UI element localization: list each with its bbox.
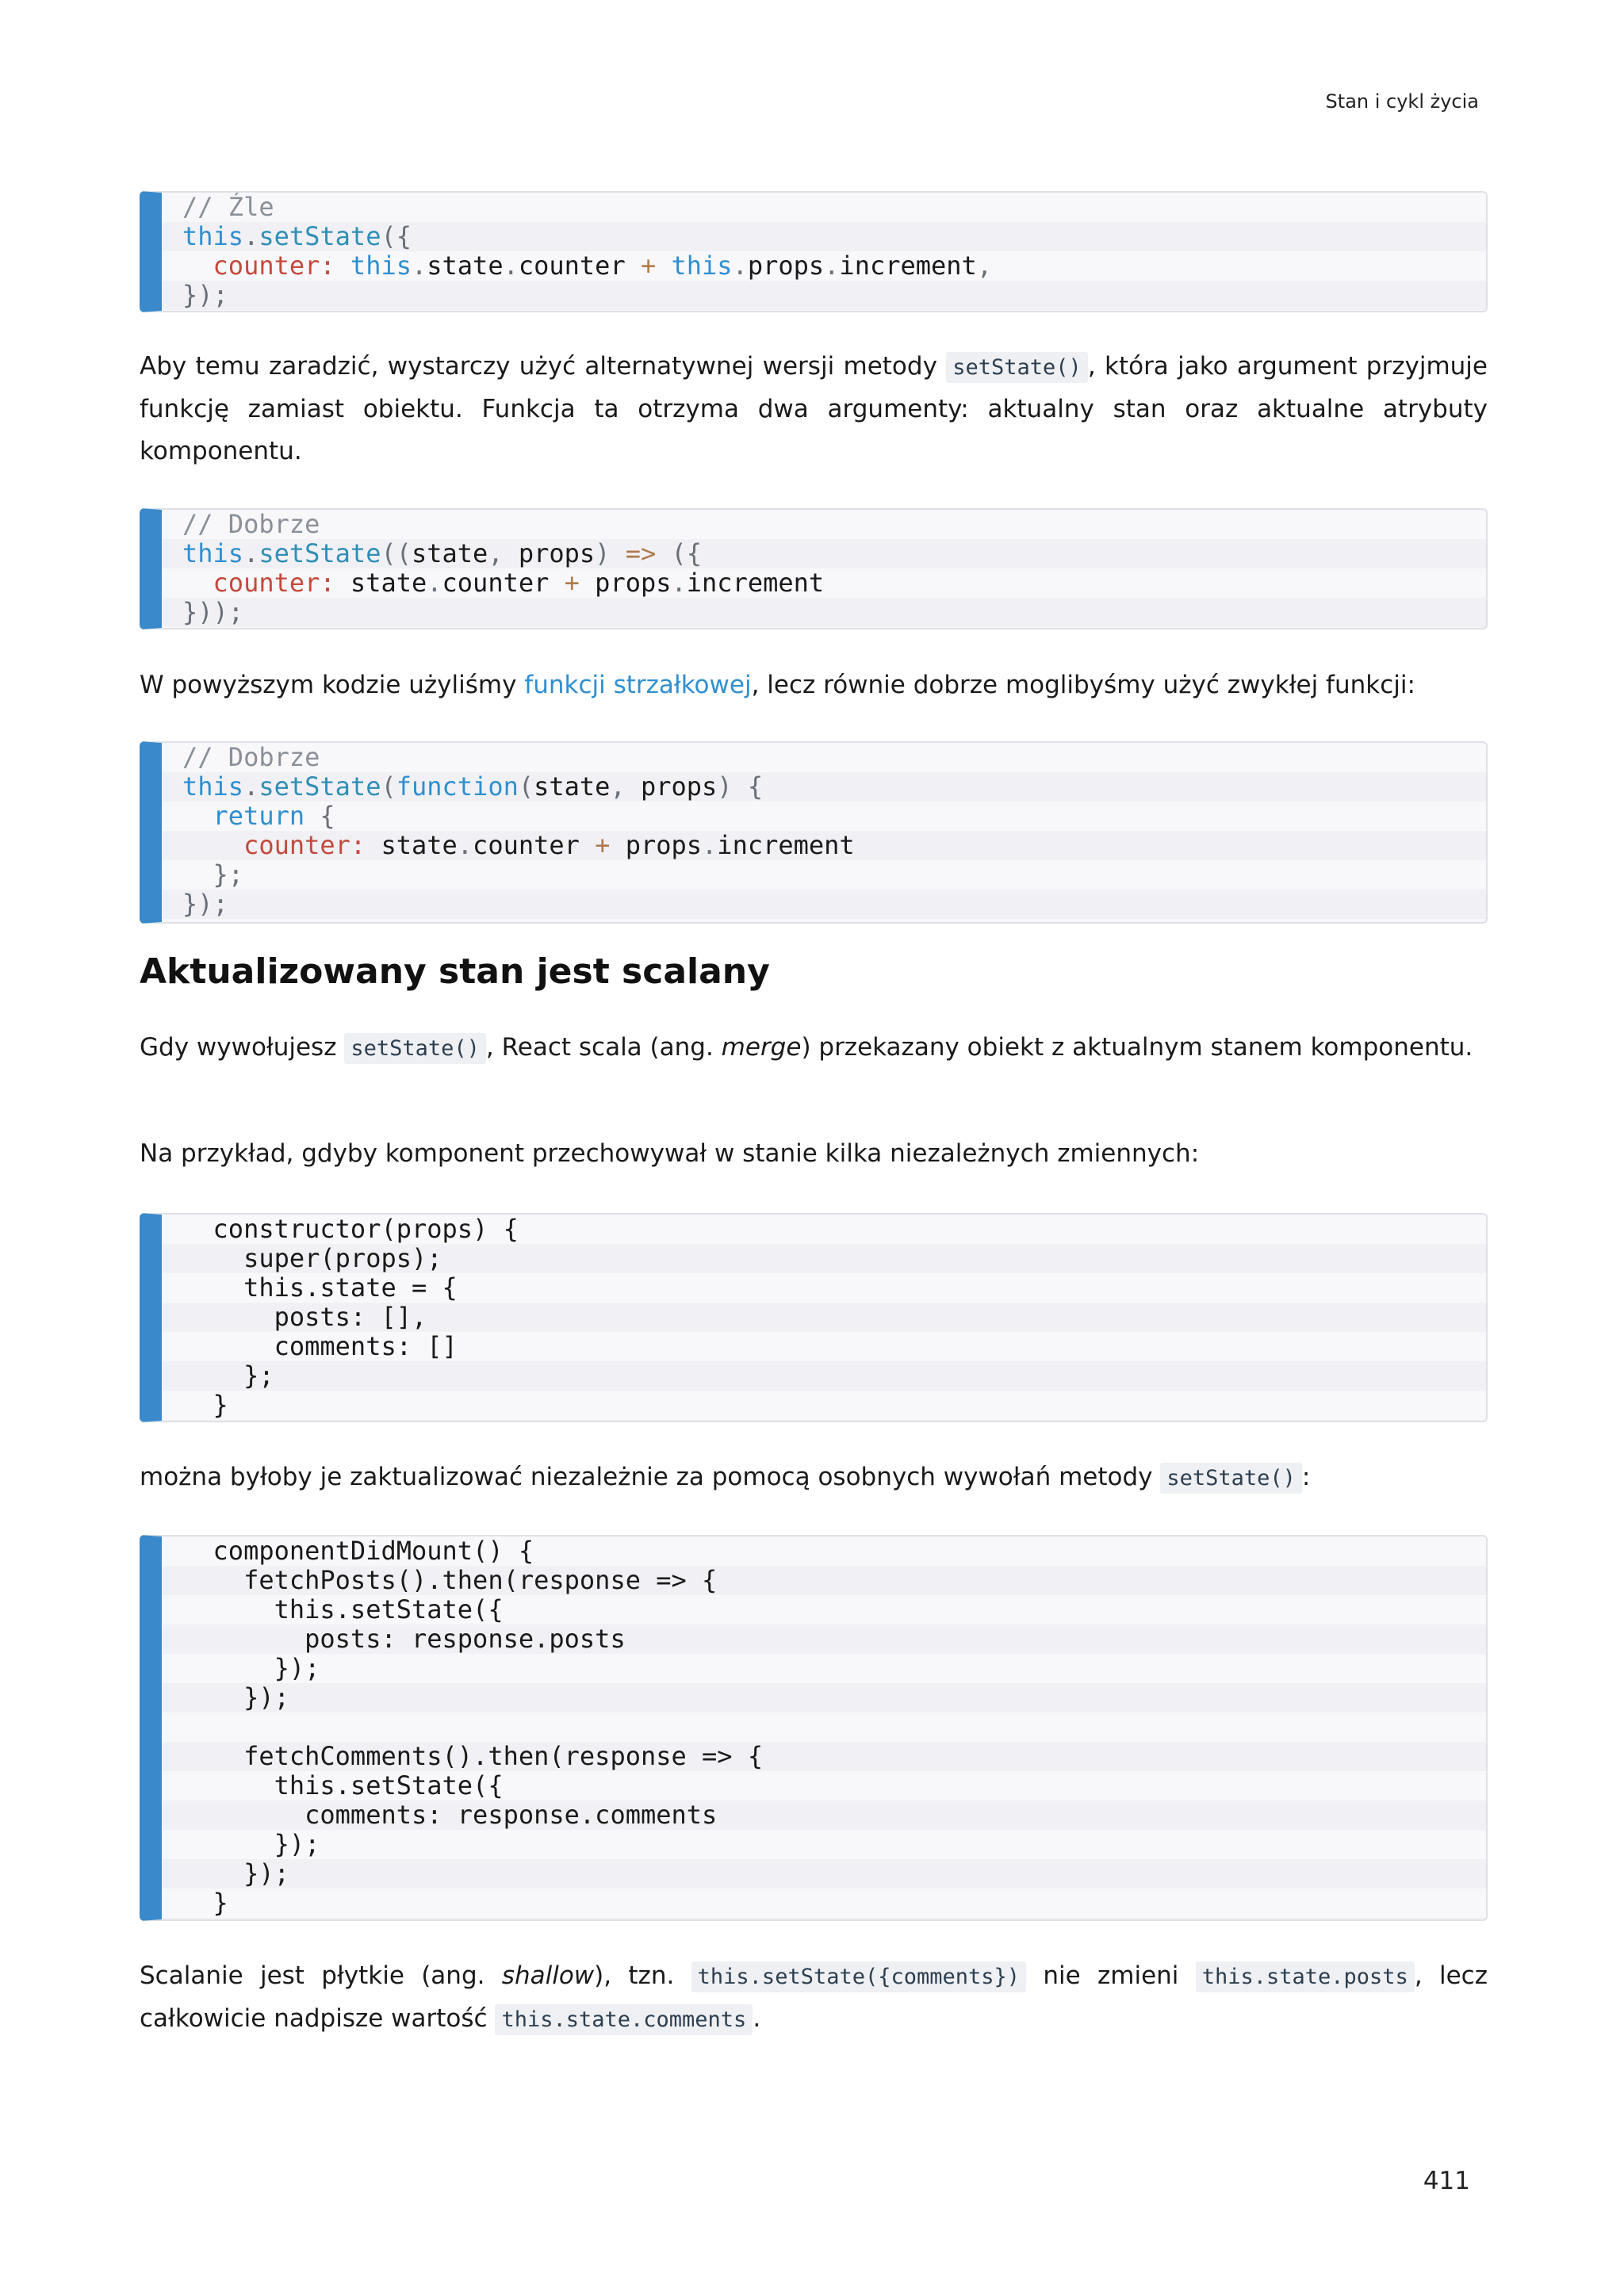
code-line: counter: this.state.counter + this.props.increment,	[213, 251, 993, 281]
code-block-constructor	[140, 1213, 1488, 1422]
code-block-good-arrow	[140, 508, 1488, 629]
code-line: });	[182, 1682, 289, 1712]
code-line: // Dobrze	[182, 509, 320, 539]
code-line: this.setState((state, props) => ({	[182, 538, 703, 568]
text: można byłoby je zaktualizować niezależnie za pomocą osobnych wywołań metody	[140, 1463, 1161, 1491]
code-block-bad-example	[140, 191, 1488, 312]
code-line: super(props);	[182, 1243, 442, 1273]
emphasis-shallow: shallow	[501, 1961, 595, 1990]
code-line: });	[182, 280, 228, 310]
code-line: // Dobrze	[182, 742, 320, 772]
paragraph-separate-updates	[140, 1456, 1488, 1499]
paragraph-merge	[140, 1027, 1488, 1070]
inline-code-setstate: setState()	[946, 352, 1088, 383]
code-line: posts: response.posts	[182, 1624, 626, 1654]
inline-code-state-comments: this.state.comments	[495, 2004, 753, 2035]
inline-code-setstate-comments: this.setState({comments})	[691, 1961, 1026, 1992]
inline-code-state-posts: this.state.posts	[1196, 1961, 1415, 1992]
code-line: this.setState({	[182, 1770, 504, 1800]
text: , lecz równie dobrze moglibyśmy użyć zwykłej funkcji:	[751, 671, 1415, 699]
text: ) przekazany obiekt z aktualnym stanem komponentu.	[801, 1033, 1473, 1062]
code-line: }	[182, 1888, 228, 1918]
inline-code-setstate: setState()	[1160, 1463, 1302, 1494]
page-number: 411	[1423, 2167, 1470, 2195]
paragraph-shallow-merge	[140, 1955, 1488, 2041]
code-line: counter: state.counter + props.increment	[213, 568, 825, 598]
code-line: });	[182, 1829, 320, 1859]
text: :	[1301, 1463, 1311, 1491]
paragraph-example: Na przykład, gdyby komponent przechowywał w stanie kilka niezależnych zmiennych:	[140, 1139, 1200, 1168]
text: W powyższym kodzie użyliśmy	[140, 671, 525, 699]
code-line: constructor(props) {	[182, 1214, 519, 1244]
paragraph-arrow-function	[140, 664, 1488, 706]
emphasis-merge: merge	[721, 1033, 802, 1062]
code-line: this.setState(function(state, props) {	[182, 771, 764, 802]
code-line: this.state = {	[182, 1272, 458, 1303]
code-did-mount	[182, 1536, 1486, 1918]
code-line: };	[182, 859, 244, 890]
text: Aby temu zaradzić, wystarczy użyć alternatywnej wersji metody	[140, 352, 947, 381]
code-line: this.setState({	[182, 221, 412, 251]
code-line: }));	[182, 597, 244, 627]
code-line: fetchComments().then(response => {	[182, 1741, 764, 1771]
text: .	[753, 2004, 761, 2033]
code-line: comments: response.comments	[182, 1800, 718, 1830]
code-block-good-function	[140, 741, 1488, 924]
code-line: });	[182, 1653, 320, 1683]
code-line: comments: []	[182, 1331, 458, 1361]
code-line: // Źle	[182, 192, 274, 222]
section-heading: Aktualizowany stan jest scalany	[140, 951, 770, 992]
code-line: posts: [],	[182, 1302, 427, 1332]
text: , która jako argument przyjmuje funkcję zamiast obiektu. Funkcja ta otrzyma dwa argumenty: aktualny stan oraz aktualne atrybuty komponentu.	[140, 352, 1488, 465]
running-header: Stan i cykl życia	[1325, 90, 1479, 113]
link-arrow-functions[interactable]: funkcji strzałkowej	[524, 671, 752, 699]
text: , React scala (ang.	[485, 1033, 722, 1062]
code-line: fetchPosts().then(response => {	[182, 1565, 718, 1595]
text: , lecz całkowicie nadpisze wartość	[140, 1961, 1488, 2033]
inline-code-setstate: setState()	[344, 1033, 486, 1064]
text: ), tzn.	[594, 1961, 691, 1990]
code-line: };	[182, 1360, 274, 1391]
code-line: return {	[213, 801, 335, 831]
code-line: }	[182, 1390, 228, 1420]
code-line: });	[182, 889, 228, 919]
text: Gdy wywołujesz	[140, 1033, 345, 1062]
code-line: });	[182, 1858, 289, 1888]
text: nie zmieni	[1026, 1961, 1196, 1990]
paragraph-alternative-setstate	[140, 346, 1488, 473]
code-constructor	[182, 1215, 1486, 1420]
code-line: this.setState({	[182, 1594, 504, 1624]
code-block-component-did-mount	[140, 1535, 1488, 1921]
text: Scalanie jest płytkie (ang.	[140, 1961, 502, 1990]
code-line: counter: state.counter + props.increment	[243, 830, 855, 860]
code-line: componentDidMount() {	[182, 1536, 534, 1566]
